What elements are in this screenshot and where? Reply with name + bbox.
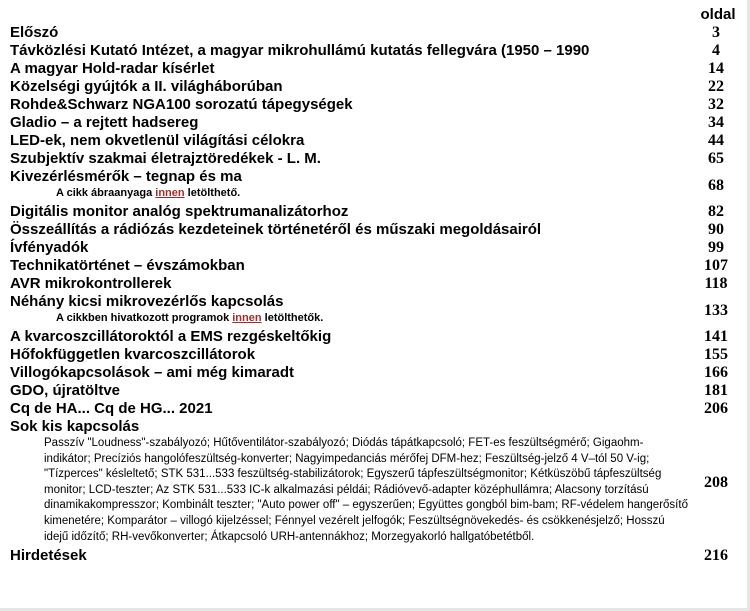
- toc-title: A kvarcoszcillátoroktól a EMS rezgéskeltőkig: [10, 328, 332, 345]
- toc-entry: [10, 418, 692, 547]
- toc-title: Sok kis kapcsolás: [10, 418, 140, 435]
- download-link[interactable]: innen: [155, 187, 185, 199]
- note-text: letölthetők.: [261, 312, 324, 324]
- note-text: A cikkben hivatkozott programok: [56, 312, 233, 324]
- toc-row: [10, 168, 740, 203]
- toc-entry: [10, 24, 692, 42]
- page-number: 22: [708, 78, 724, 95]
- toc-title: Technikatörténet – évszámokban: [10, 257, 245, 274]
- toc-title: Villogókapcsolások – ami még kimaradt: [10, 364, 295, 381]
- toc-title: Rohde&Schwarz NGA100 sorozatú tápegységek: [10, 96, 353, 113]
- toc-title: Kivezérlésmérők – tegnap és ma: [10, 168, 242, 185]
- toc-row: [10, 132, 740, 150]
- toc-entry: [10, 114, 692, 132]
- toc-table: [10, 24, 740, 565]
- toc-row: [10, 203, 740, 221]
- toc-title: Hirdetések: [10, 547, 87, 565]
- page-number: 141: [704, 328, 728, 345]
- page-number: 34: [708, 114, 724, 131]
- toc-row: [10, 257, 740, 275]
- toc-row: [10, 275, 740, 293]
- page-column-header: oldal: [700, 6, 736, 23]
- toc-row: [10, 150, 740, 168]
- toc-entry: [10, 346, 692, 364]
- page-number: 166: [704, 364, 728, 381]
- toc-entry: [10, 42, 692, 60]
- toc-title: Gladio – a rejtett hadsereg: [10, 114, 199, 131]
- toc-row: [10, 364, 740, 382]
- toc-title: AVR mikrokontrollerek: [10, 275, 172, 292]
- toc-entry: [10, 168, 692, 203]
- toc-row: [10, 382, 740, 400]
- toc-title: Összeállítás a rádiózás kezdeteinek történetéről és műszaki megoldásairól: [10, 221, 542, 238]
- note-text: A cikk ábraanyaga: [56, 187, 156, 199]
- page-number: 206: [704, 400, 728, 417]
- toc-title: Digitális monitor analóg spektrumanalizátorhoz: [10, 203, 349, 220]
- page-number: 155: [704, 346, 728, 363]
- toc-body: [10, 24, 740, 565]
- toc-entry: [10, 132, 692, 150]
- page-number: 68: [708, 176, 724, 194]
- toc-entry: [10, 364, 692, 382]
- page-number: 216: [704, 547, 728, 565]
- toc-entry: [10, 257, 692, 275]
- page-number: 65: [708, 150, 724, 167]
- toc-entry: [10, 275, 692, 293]
- toc-title: GDO, újratöltve: [10, 382, 121, 399]
- toc-entry: [10, 150, 692, 168]
- page-number: 44: [708, 132, 724, 149]
- toc-row: [10, 42, 740, 60]
- page-number: 133: [704, 301, 728, 319]
- page-number: 99: [708, 239, 724, 256]
- toc-row: [10, 96, 740, 114]
- toc-row: [10, 328, 740, 346]
- toc-title: Hőfokfüggetlen kvarcoszcillátorok: [10, 346, 256, 363]
- toc-row: [10, 78, 740, 96]
- toc-title: Távközlési Kutató Intézet, a magyar mikrohullámú kutatás fellegvára (1950 – 1990: [10, 42, 590, 59]
- toc-row: [10, 60, 740, 78]
- toc-entry: [10, 328, 692, 346]
- toc-entry: [10, 78, 692, 96]
- toc-entry: [10, 60, 692, 78]
- toc-row: [10, 547, 740, 565]
- toc-title: Szubjektív szakmai életrajztöredékek - L. M.: [10, 150, 321, 167]
- toc-row: [10, 114, 740, 132]
- toc-title: A magyar Hold-radar kísérlet: [10, 60, 215, 77]
- toc-row: [10, 418, 740, 547]
- download-note: [10, 311, 692, 328]
- toc-row: [10, 400, 740, 418]
- toc-title: Néhány kicsi mikrovezérlős kapcsolás: [10, 293, 284, 310]
- page-number: 107: [704, 257, 728, 274]
- download-note: [10, 186, 692, 203]
- download-link[interactable]: innen: [232, 312, 262, 324]
- page-number: 3: [712, 24, 720, 41]
- note-text: letölthető.: [184, 187, 241, 199]
- toc-entry: [10, 547, 692, 565]
- toc-entry: [10, 382, 692, 400]
- page-number: 208: [704, 473, 728, 491]
- page-number: 4: [712, 42, 720, 59]
- toc-row: [10, 24, 740, 42]
- toc-row: [10, 221, 740, 239]
- toc-row: [10, 346, 740, 364]
- page-number: 32: [708, 96, 724, 113]
- page-number: 118: [704, 275, 728, 292]
- page-number: 90: [708, 221, 724, 238]
- page-number: 181: [704, 382, 728, 399]
- page-number: 82: [708, 203, 724, 220]
- toc-entry: [10, 400, 692, 418]
- toc-entry: [10, 239, 692, 257]
- toc-row: [10, 239, 740, 257]
- toc-title: Cq de HA... Cq de HG... 2021: [10, 400, 213, 417]
- toc-entry: [10, 96, 692, 114]
- toc-title: Előszó: [10, 24, 59, 41]
- toc-title: LED-ek, nem okvetlenül világítási célokra: [10, 132, 305, 149]
- toc-title: Ívfényadók: [10, 239, 89, 256]
- toc-row: [10, 293, 740, 328]
- toc-entry: [10, 221, 692, 239]
- toc-description: Passzív "Loudness"-szabályozó; Hűtőventilátor-szabályozó; Diódás tápátkapcsoló; FET-es feszültségmérő; Gigaohm-indikátor; Precíziós hangolófeszültség-konverter; Nagyimpedanciás mérőfej DFM-hez; Feszültség-jelző 4 V–tól 50 V-ig; "Tízperces" késleltető; STK 531...533 feszültség-stabilizátorok; Egyszerű tápfeszültségmonitor; Kétküszöbű tápfeszültség monitor; LCD-teszter; Az STK 531...533 IC-k alkalmazási példái; Rádióvevő-adapter középhullámra; Alacsony torzítású dinamikakompresszor; Kombinált teszter; "Auto power off" – egyszerűen; Együttes gongból bim-bam; RF-védelem hangerősítő kimenetére; Komparátor – villogó kijelzéssel; Fénnyel vezérelt jelfogók; Feszültségnövekedés- és csökkenésjelző; Hosszú idejű időzítő; RH-vevőkonverter; Átkapcsoló URH-antennákhoz; Morzegyakorló hallgatóbetétből.: [44, 437, 688, 543]
- toc-entry: [10, 203, 692, 221]
- page-number: 14: [708, 60, 724, 77]
- toc-title: Közelségi gyújtók a II. világháborúban: [10, 78, 283, 95]
- toc-entry: [10, 293, 692, 328]
